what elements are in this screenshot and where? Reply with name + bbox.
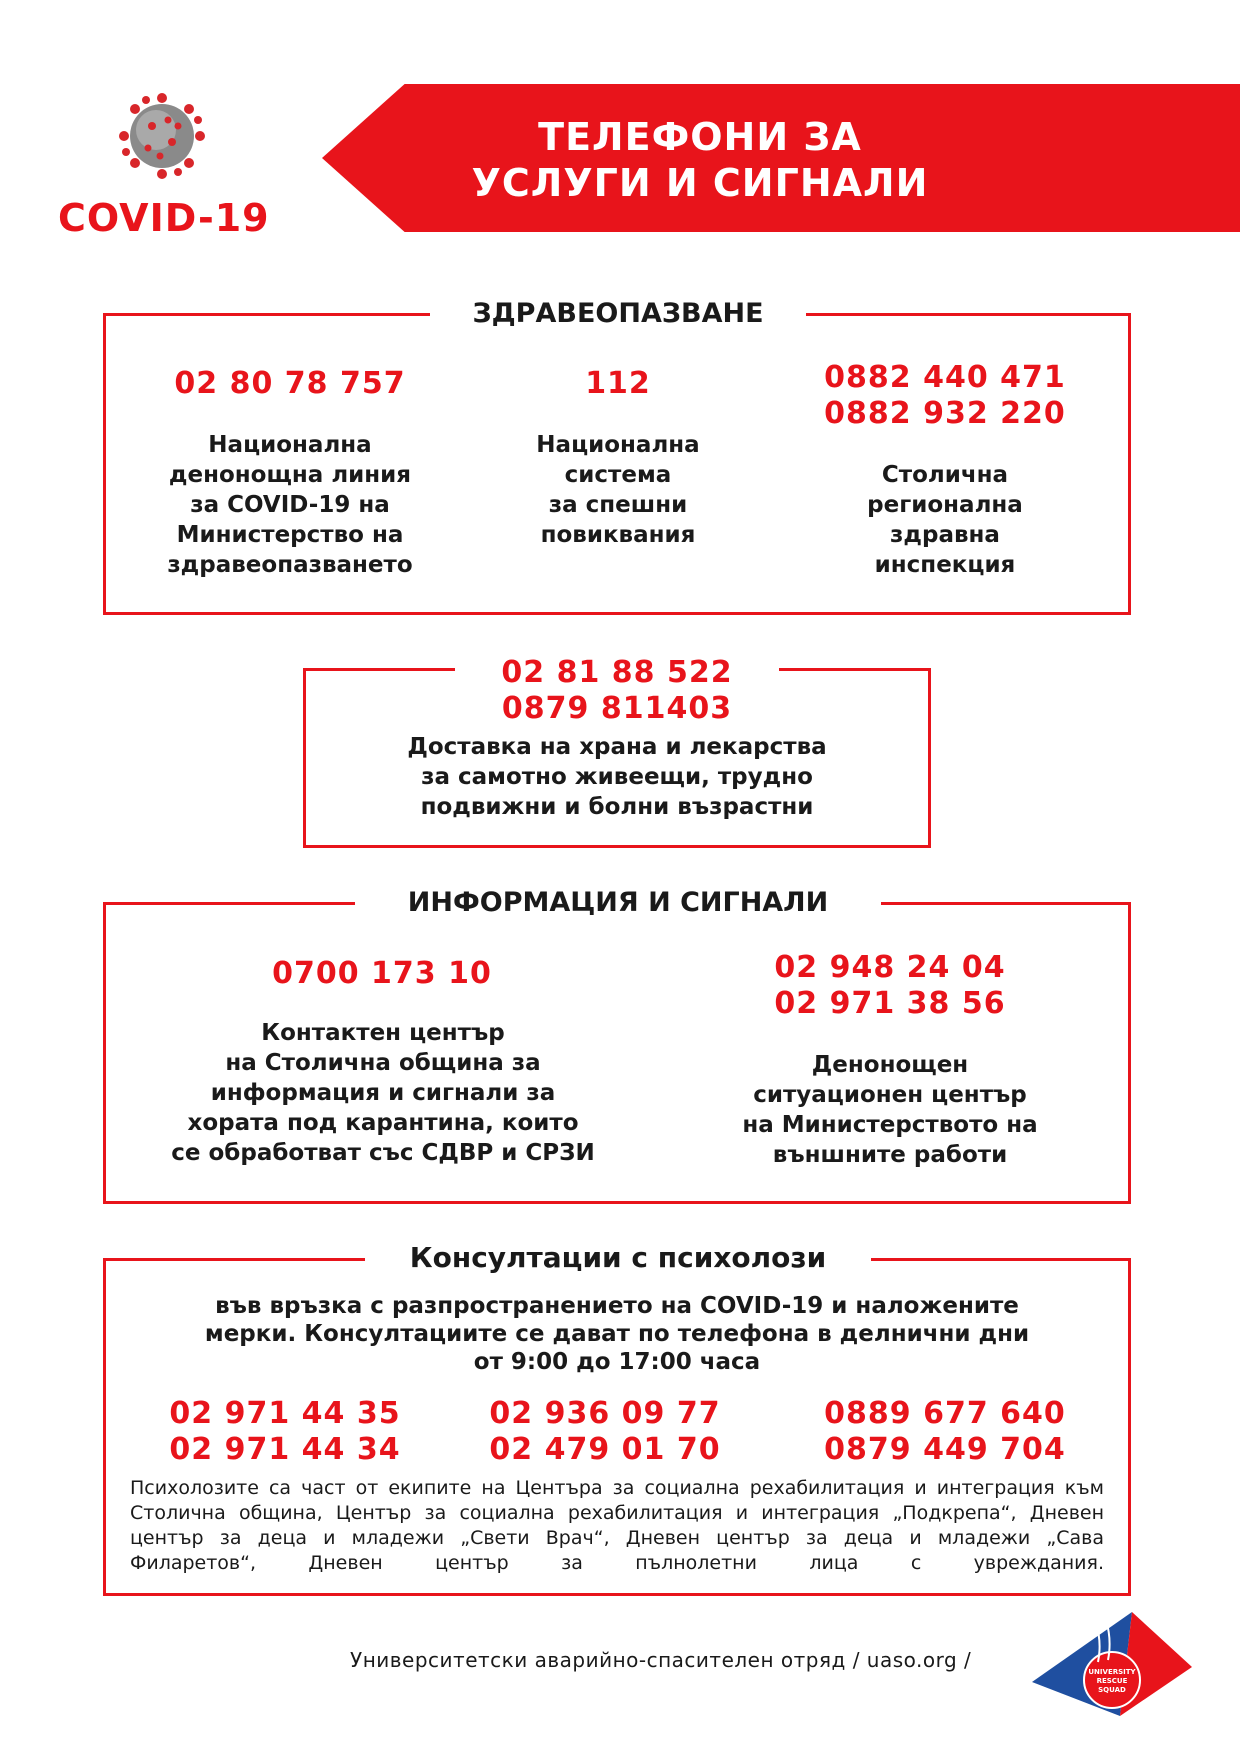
rescue-squad-logo — [1032, 1612, 1192, 1716]
delivery-numbers: 02 81 88 522 0879 811403 — [455, 655, 779, 727]
health-col1-desc: Национална денонощна линия за COVID-19 на Министерство на здравеопазването — [167, 432, 413, 578]
info-col1-number: 0700 173 10 — [272, 956, 492, 991]
logo-text-line2: RESCUE — [1096, 1677, 1128, 1685]
health-col3-desc: Столична регионална здравна инспекция — [867, 462, 1023, 578]
covid-label: COVID-19 — [58, 196, 270, 240]
info-section-title: ИНФОРМАЦИЯ И СИГНАЛИ — [355, 885, 881, 921]
health-col1-number: 02 80 78 757 — [174, 366, 406, 401]
psych-numbers-col3: 0889 677 640 0879 449 704 — [824, 1396, 1066, 1467]
health-section-title: ЗДРАВЕОПАЗВАНЕ — [430, 296, 806, 332]
logo-text-line3: SQUAD — [1098, 1686, 1126, 1694]
info-col2-numbers: 02 948 24 04 02 971 38 56 — [774, 950, 1006, 1021]
logo-text-line1: UNIVERSITY — [1088, 1668, 1136, 1676]
health-col3-numbers: 0882 440 471 0882 932 220 — [824, 360, 1066, 431]
psych-numbers-col1: 02 971 44 35 02 971 44 34 — [169, 1396, 401, 1467]
psych-note: Психолозите са част от екипите на Центъра за социална рехабилитация и интеграция към Столична община, Център за социална рехабилитация и интеграция „Подкрепа“, Дневен център за деца и младежи „Свети Врач“, Дневен център за деца и младежи „Сава Филаретов“, Дневен център за пълнолетни лица с увреждания. — [130, 1477, 1104, 1574]
health-col2-desc: Национална система за спешни повиквания — [536, 432, 700, 548]
health-col2-number: 112 — [585, 366, 651, 401]
footer-text: Университетски аварийно-спасителен отряд / uaso.org / — [350, 1648, 972, 1672]
banner-title — [420, 114, 980, 206]
coronavirus-icon — [112, 86, 212, 186]
delivery-desc: Доставка на храна и лекарства за самотно живеещи, трудно подвижни и болни възрастни — [407, 734, 827, 820]
info-col1-desc: Контактен център на Столична община за информация и сигнали за хората под карантина, които се обработват със СДВР и СРЗИ — [171, 1020, 595, 1166]
banner-title-line1: ТЕЛЕФОНИ ЗА — [538, 115, 862, 159]
psych-section-title: Консултации с психолози — [365, 1240, 871, 1276]
psych-numbers-col2: 02 936 09 77 02 479 01 70 — [489, 1396, 721, 1467]
psych-intro: във връзка с разпространението на COVID-19 и наложените мерки. Консултациите се дават по телефона в делнични дни от 9:00 до 17:00 часа — [204, 1293, 1030, 1375]
info-col2-desc: Денонощен ситуационен център на Министерството на външните работи — [742, 1052, 1038, 1168]
banner-title-line2: УСЛУГИ И СИГНАЛИ — [471, 161, 929, 205]
